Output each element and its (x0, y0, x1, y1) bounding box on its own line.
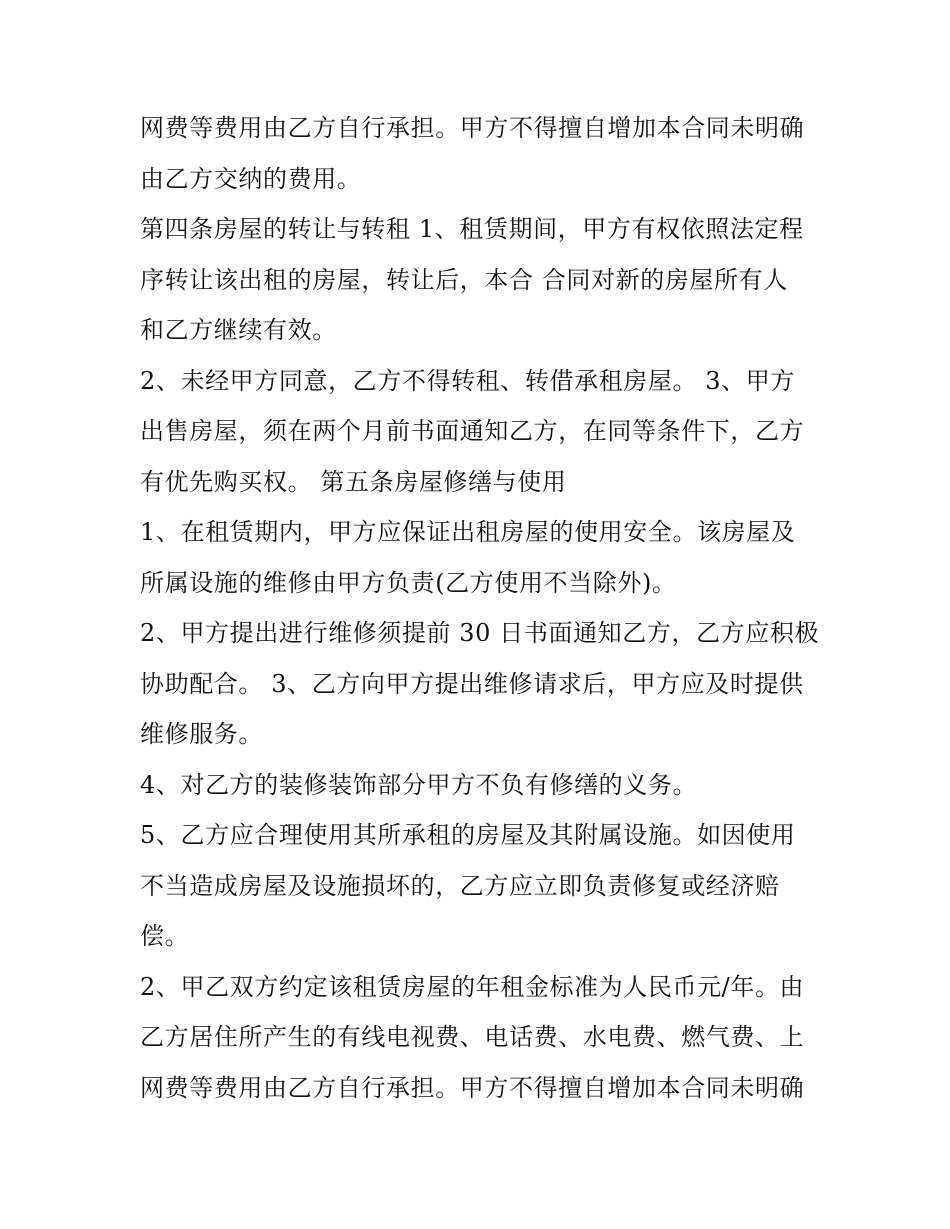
text-line: 所属设施的维修由甲方负责(乙方使用不当除外)。 (140, 569, 677, 597)
text-line: 5、乙方应合理使用其所承租的房屋及其附属设施。如因使用 (140, 821, 796, 849)
text-line: 乙方居住所产生的有线电视费、电话费、水电费、燃气费、上 (140, 1023, 805, 1051)
text-line: 4、对乙方的装修装饰部分甲方不负有修缮的义务。 (140, 771, 698, 799)
text-line: 偿。 (140, 922, 190, 950)
text-line: 不当造成房屋及设施损坏的，乙方应立即负责修复或经济赔 (140, 872, 780, 900)
text-line: 和乙方继续有效。 (140, 316, 337, 344)
text-line: 由乙方交纳的费用。 (140, 165, 362, 193)
text-line: 第四条房屋的转让与转租 1、租赁期间，甲方有权依照法定程 (140, 215, 804, 243)
text-line: 网费等费用由乙方自行承担。甲方不得擅自增加本合同未明确 (140, 114, 805, 142)
text-line: 2、甲方提出进行维修须提前 30 日书面通知乙方，乙方应积极 (140, 619, 820, 647)
text-line: 网费等费用由乙方自行承担。甲方不得擅自增加本合同未明确 (140, 1074, 805, 1102)
text-line: 2、甲乙双方约定该租赁房屋的年租金标准为人民币元/年。由 (140, 973, 805, 1001)
text-line: 出售房屋，须在两个月前书面通知乙方，在同等条件下，乙方 (140, 417, 805, 445)
text-line: 2、未经甲方同意，乙方不得转租、转借承租房屋。 3、甲方 (140, 367, 795, 395)
text-line: 有优先购买权。 第五条房屋修缮与使用 (140, 468, 567, 496)
text-line: 维修服务。 (140, 720, 263, 748)
text-line: 1、在租赁期内，甲方应保证出租房屋的使用安全。该房屋及 (140, 518, 796, 546)
text-line: 序转让该出租的房屋，转让后，本合 合同对新的房屋所有人 (140, 266, 788, 294)
text-line: 协助配合。 3、乙方向甲方提出维修请求后，甲方应及时提供 (140, 670, 804, 698)
